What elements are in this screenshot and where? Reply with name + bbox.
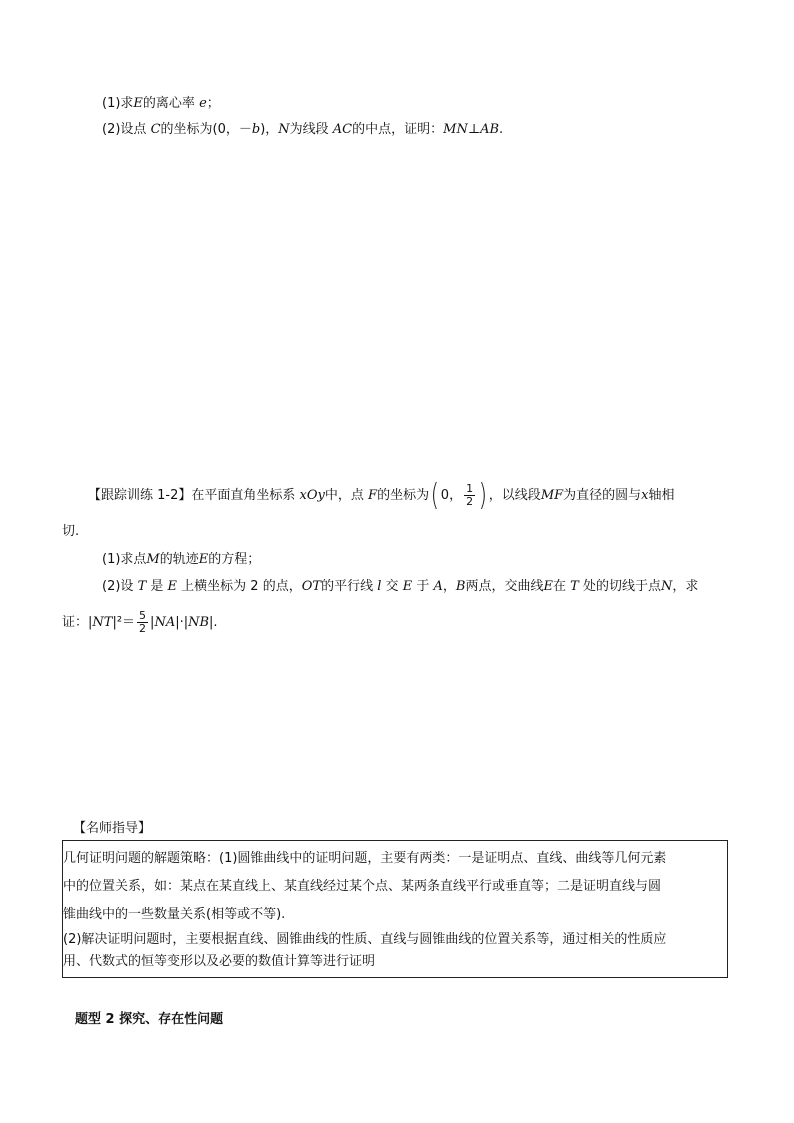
q2-part2-line1: [102, 577, 698, 597]
fraction-half: [464, 483, 475, 508]
var-ac: AC: [332, 122, 353, 137]
text: 在平面直角坐标系: [191, 488, 296, 503]
text: 的平行线: [321, 579, 374, 594]
text: (2)设: [102, 579, 134, 594]
text: |²: [112, 615, 123, 630]
text: 的轨迹: [159, 552, 199, 567]
guide-line: 用、代数式的恒等变形以及必要的数值计算等进行证明: [63, 954, 376, 969]
text: 的坐标为: [377, 488, 430, 503]
text: 于: [416, 579, 430, 594]
var-eccentricity: e: [199, 96, 207, 111]
denominator: 2: [466, 495, 474, 508]
guide-line: 中的位置关系，如：某点在某直线上、某直线经过某个点、某两条直线平行或垂直等；二是证明直线与圆: [63, 879, 662, 894]
q2-part1: [102, 550, 260, 570]
var-xoy: xOy: [299, 488, 325, 503]
text: 的方程；: [208, 552, 261, 567]
var-b: B: [455, 579, 466, 594]
var-e: E: [133, 96, 143, 111]
var-nt: NT: [92, 615, 113, 630]
text: 为直径的圆与: [563, 488, 642, 503]
var-a: A: [433, 579, 443, 594]
var-f: F: [368, 488, 378, 503]
text: 中，点: [324, 488, 364, 503]
var-t: T: [137, 579, 147, 594]
var-e: E: [402, 579, 413, 594]
var-nb: NB: [188, 615, 210, 630]
guide-box: [62, 840, 728, 978]
left-paren: (: [430, 477, 440, 513]
guide-title: 【名师指导】: [73, 821, 152, 836]
text: 为线段: [289, 122, 329, 137]
var-n: N: [278, 122, 290, 137]
text: 的坐标为(0，－: [160, 122, 252, 137]
q1-part2: [102, 120, 503, 140]
guide-line: 几何证明问题的解题策略：(1)圆锥曲线中的证明问题，主要有两类：一是证明点、直线、曲线等几何元素: [63, 851, 667, 866]
text: 的中点，证明：: [352, 122, 444, 137]
var-e: E: [198, 552, 209, 567]
denominator: 2: [139, 622, 147, 635]
text: (1)求点: [102, 552, 147, 567]
numerator: 1: [466, 482, 474, 495]
guide-line: 锥曲线中的一些数量关系(相等或不等).: [63, 907, 286, 922]
text: 切.: [62, 524, 80, 539]
var-ot: OT: [301, 579, 322, 594]
text: 证：|: [62, 615, 93, 630]
equals: ＝: [122, 615, 136, 630]
section-heading: 题型 2 探究、存在性问题: [75, 1012, 224, 1027]
var-mf: MF: [540, 488, 564, 503]
var-m: M: [146, 552, 160, 567]
text: 处的切线于点: [582, 579, 661, 594]
text: 轴相: [648, 488, 675, 503]
q1-part1: [102, 94, 220, 114]
var-n: N: [660, 579, 673, 594]
text: ；: [206, 96, 220, 111]
text: 0，: [440, 488, 463, 503]
text: |·|: [175, 615, 189, 630]
var-l: l: [377, 579, 382, 594]
text: 两点，交曲线: [465, 579, 544, 594]
numerator: 5: [139, 609, 147, 622]
text: ，以线段: [488, 488, 541, 503]
text: (2)设点: [102, 122, 147, 137]
q2-intro-cont: [62, 522, 79, 542]
var-c: C: [150, 122, 161, 137]
var-na: NA: [154, 615, 176, 630]
var-x: x: [641, 488, 649, 503]
exercise-tag: 【跟踪训练 1-2】: [88, 488, 192, 503]
text: 的离心率: [142, 96, 195, 111]
fraction-five-halves: [137, 610, 148, 635]
q2-intro: [88, 477, 675, 513]
var-t: T: [570, 579, 579, 594]
text: )，: [260, 122, 279, 137]
text: 交: [385, 579, 399, 594]
q2-part2-line2: [62, 608, 218, 638]
text: |: [150, 615, 155, 630]
right-paren: ): [478, 477, 488, 513]
text: 在: [552, 579, 566, 594]
var-e: E: [167, 579, 178, 594]
text: 是: [150, 579, 164, 594]
var-e: E: [543, 579, 553, 594]
text: 上横坐标为 2 的点，: [181, 579, 302, 594]
guide-line: (2)解决证明问题时，主要根据直线、圆锥曲线的性质、直线与圆锥曲线的位置关系等，通过相关的性质应: [63, 932, 667, 947]
text: (1)求: [102, 96, 134, 111]
text: |.: [209, 615, 218, 630]
conclusion: MN⊥AB.: [443, 122, 504, 137]
text: ，求: [672, 579, 699, 594]
var-b: b: [251, 122, 261, 137]
text: ，: [442, 579, 456, 594]
